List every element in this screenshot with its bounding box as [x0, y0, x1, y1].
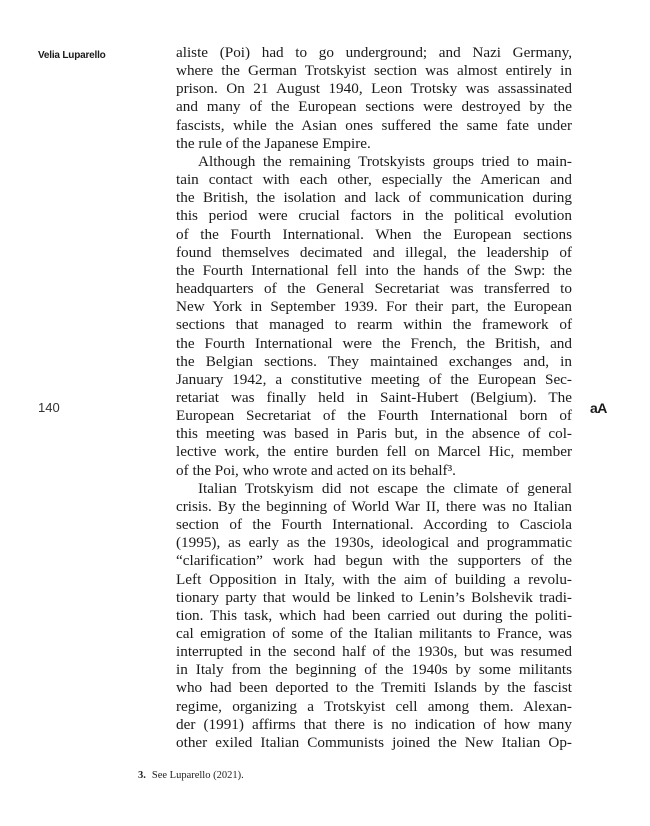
body-line: crisis. By the beginning of World War II, there was no Italian: [176, 497, 572, 515]
body-line: the rule of the Japanese Empire.: [176, 134, 371, 152]
body-line: tain contact with each other, especially the American and: [176, 171, 572, 189]
body-line: this period were crucial factors in the political evolution: [176, 207, 572, 225]
body-line: found themselves decimated and illegal, the leadership of: [176, 243, 572, 261]
body-text: [176, 44, 572, 752]
body-line: regime, organizing a Trotskyist cell among them. Alexan-: [176, 697, 572, 715]
body-line: of the Fourth International. When the European sections: [176, 225, 572, 243]
body-line: Although the remaining Trotskyists groups tried to main-: [198, 152, 572, 170]
body-line: cal emigration of some of the Italian militants to France, was: [176, 625, 572, 642]
body-line: the Belgian sections. They maintained exchanges and, in: [176, 352, 572, 370]
body-line: the Fourth International were the French, the British, and: [176, 334, 572, 352]
body-line: New York in September 1939. For their part, the European: [176, 298, 572, 316]
body-line: in Italy from the beginning of the 1940s by some militants: [176, 661, 572, 679]
body-line: and many of the European sections were destroyed by the: [176, 98, 572, 116]
body-line: tionary party that would be linked to Lenin’s Bolshevik tradi-: [176, 588, 572, 606]
body-line: (1995), as early as the 1930s, ideological and programmatic: [176, 534, 572, 552]
footnote: [138, 770, 244, 781]
body-line: of the Poi, who wrote and acted on its behalf³.: [176, 461, 456, 479]
body-line: lective work, the entire burden fell on Marcel Hic, member: [176, 443, 572, 461]
footnote-number: 3.: [138, 770, 146, 781]
body-line: interrupted in the second half of the 1930s, but was resumed: [176, 643, 572, 661]
body-line: Italian Trotskyism did not escape the climate of general: [198, 479, 572, 497]
font-size-toggle-button[interactable]: aA: [590, 400, 607, 416]
body-line: the Fourth International fell into the hands of the Swp: the: [176, 261, 572, 279]
footnote-text: See Luparello (2021).: [151, 770, 244, 781]
body-line: der (1991) affirms that there is no indication of how many: [176, 715, 572, 733]
body-line: January 1942, a constitutive meeting of the European Sec-: [176, 370, 572, 388]
body-line: Left Opposition in Italy, with the aim of building a revolu-: [176, 570, 572, 588]
body-line: where the German Trotskyist section was almost entirely in: [176, 62, 572, 80]
body-line: aliste (Poi) had to go underground; and Nazi Germany,: [176, 44, 572, 61]
body-line: this meeting was based in Paris but, in the absence of col-: [176, 425, 572, 443]
page-number: 140: [38, 400, 60, 415]
body-line: sections that managed to rearm within the framework of: [176, 316, 572, 334]
running-header-author: Velia Luparello: [38, 50, 106, 61]
body-line: prison. On 21 August 1940, Leon Trotsky was assassinated: [176, 80, 572, 98]
body-line: the British, the isolation and lack of communication during: [176, 189, 572, 207]
body-line: other exiled Italian Communists joined the New Italian Op-: [176, 733, 572, 751]
body-line: fascists, while the Asian ones suffered the same fate under: [176, 116, 572, 134]
body-line: European Secretariat of the Fourth International born of: [176, 407, 572, 425]
body-line: who had been deported to the Tremiti Islands by the fascist: [176, 679, 572, 697]
body-line: headquarters of the General Secretariat was transferred to: [176, 280, 572, 298]
body-line: retariat was finally held in Saint-Hubert (Belgium). The: [176, 388, 572, 406]
body-line: tion. This task, which had been carried out during the politi-: [176, 606, 572, 624]
body-line: “clarification” work had begun with the supporters of the: [176, 552, 572, 570]
body-line: section of the Fourth International. According to Casciola: [176, 516, 572, 534]
